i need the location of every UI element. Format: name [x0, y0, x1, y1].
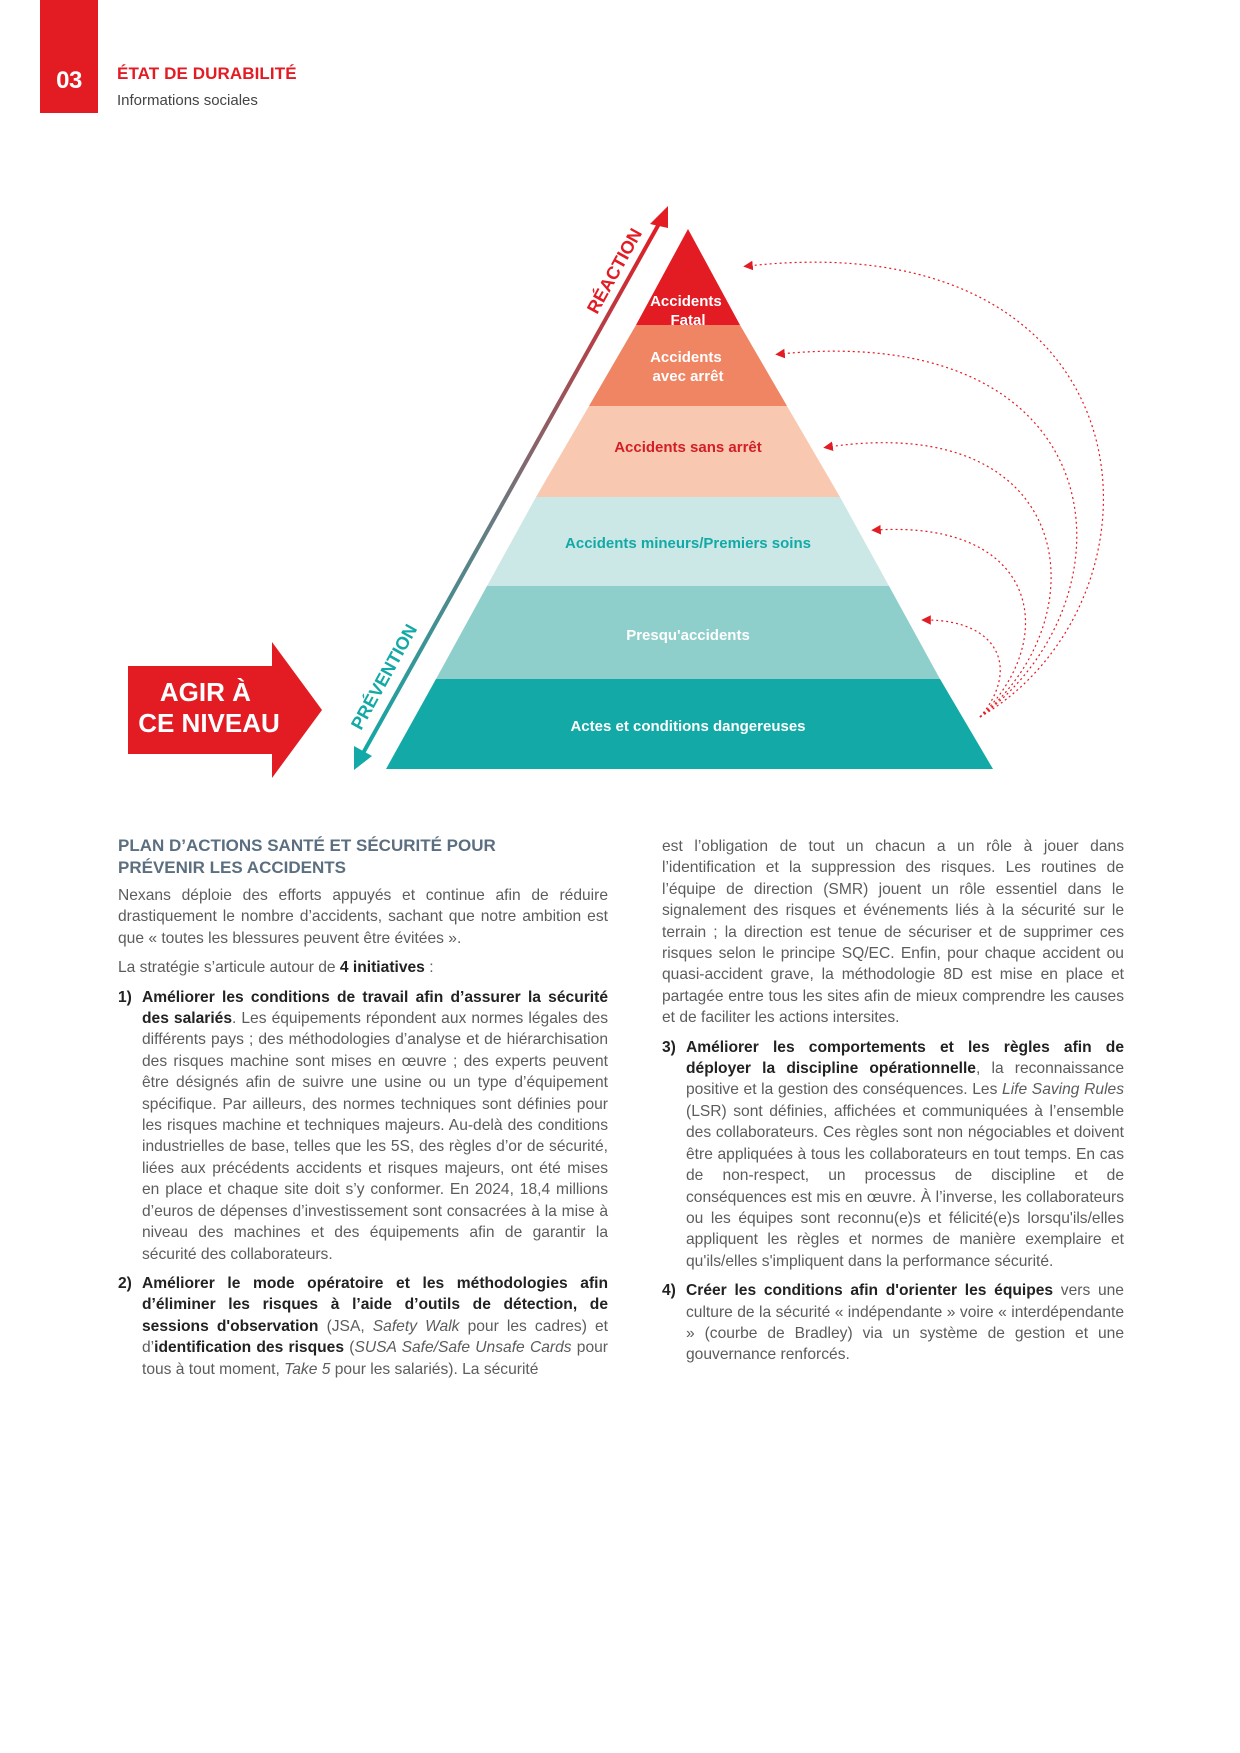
level-3-label: Accidents sans arrêt [614, 439, 762, 456]
initiative-text: pour les cadres) et d’ [142, 1317, 608, 1357]
initiative-number: 3) [662, 1038, 676, 1056]
intro-paragraph: Nexans déploie des efforts appuyés et continue afin de réduire drastiquement le nombre d’accidents, sachant que notre ambition est que « toutes les blessures peuvent être évitées ». [118, 887, 608, 947]
level-1-label: Accidents Fatal [650, 293, 722, 329]
initiative-number: 4) [662, 1282, 676, 1300]
initiative-italic: Take 5 [284, 1360, 331, 1378]
initiative-title: Améliorer le mode opératoire et les méthodologies afin d’éliminer les risques à l’aide d’outils de détection, de sessions d'observation [142, 1274, 608, 1335]
left-text-column [118, 835, 608, 1388]
initiative-text: ( [344, 1339, 355, 1357]
initiative-title: Améliorer les comportements et les règles afin de déployer la discipline opérationnelle [686, 1038, 1124, 1078]
initiative-text: pour tous à tout moment, [142, 1339, 608, 1378]
initiative-italic: Life Saving Rules [1002, 1081, 1124, 1099]
plan-heading-line2: PRÉVENIR LES ACCIDENTS [118, 858, 346, 877]
right-text-column [662, 836, 1124, 1374]
level-2-label: Accidents avec arrêt [650, 349, 724, 385]
initiative-text: vers une culture de la sécurité « indépendante » voire « interdépendante » (courbe de Bradley) via un système de gestion et une gouvernance renforcés. [686, 1282, 1124, 1364]
initiative-bold: identification des risques [154, 1339, 344, 1357]
section-title: ÉTAT DE DURABILITÉ [117, 64, 297, 83]
level-4-label: Accidents mineurs/Premiers soins [565, 535, 811, 552]
initiative-3 [662, 1037, 1124, 1272]
reaction-arrowhead [650, 206, 668, 228]
initiative-text: . Les équipements répondent aux normes légales des différents pays ; des méthodologies d’analyse et de hiérarchisation des risques machine sont mises en œuvre ; des experts peuvent être désignés afin de suivre une usine ou un type d’équipement spécifique. Par ailleurs, des normes techniques sont définies pour les risques machine et techniques majeurs. Au-delà des conditions industrielles de base, telles que les 5S, des règles d’or de sécurité, liées aux précédents accidents et risques majeurs, ont été mises en place et chaque site doit s’y conformer. En 2024, 18,4 millions d’euros de dépenses d’investissement sont consacrées à la mise à niveau des machines et des équipements afin de garantir la sécurité des collaborateurs. [142, 1010, 608, 1263]
level-5-label: Presqu'accidents [626, 627, 750, 644]
page-number-tab [40, 0, 98, 113]
plan-heading [118, 835, 608, 879]
act-here-label: AGIR À CE NIVEAU [138, 677, 280, 738]
level-6-label: Actes et conditions dangereuses [570, 718, 806, 735]
strategy-colon: : [424, 959, 434, 977]
page-number: 03 [56, 67, 82, 94]
initiative-italic: Safety Walk [372, 1317, 460, 1335]
reaction-label: RÉACTION [583, 225, 647, 317]
continued-text: est l’obligation de tout un chacun a un rôle à jouer dans l’identification et la suppression des risques. Les routines de l’équipe de direction (SMR) jouent un rôle essentiel dans le signalement des risques et événements liés à la sécurité sur le terrain ; la direction est tenue de sécuriser et de supprimer ces risques selon le principe SQ/EC. Enfin, pour chaque accident ou quasi-accident grave, la méthodologie 8D est mise en place et partagée entre tous les sites afin de mieux comprendre les causes et de faciliter les actions intersites. [662, 838, 1124, 1027]
initiative-text: (LSR) sont définies, affichées et communiquées à l’ensemble des collaborateurs. Ces règles sont non négociables et doivent être appliquées à tous les collaborateurs en tout temps. En cas de non-respect, un processus de discipline et de conséquences est mis en œuvre. À l’inverse, les collaborateurs ou les équipes sont reconnu(e)s et félicité(e)s lorsqu'ils/elles appliquent les règles et normes de manière exemplaire et qu'ils/elles s'impliquent dans la performance sécurité. [686, 1102, 1124, 1270]
initiative-number: 1) [118, 988, 132, 1006]
initiative-title: Améliorer les conditions de travail afin d’assurer la sécurité des salariés [142, 988, 608, 1028]
pyramid-level-1 [636, 229, 740, 325]
initiative-2-continued [662, 836, 1124, 1029]
initiative-number: 2) [118, 1274, 132, 1292]
initiative-text: , la reconnaissance positive et la gestion des conséquences. Les [686, 1060, 1124, 1099]
section-subtitle: Informations sociales [117, 92, 258, 109]
strategy-count: 4 initiatives [339, 959, 425, 977]
initiative-text: pour les salariés). La sécurité [330, 1360, 539, 1378]
initiative-1 [118, 987, 608, 1265]
strategy-text: La stratégie s’articule autour de [118, 959, 340, 977]
plan-heading-line1: PLAN D’ACTIONS SANTÉ ET SÉCURITÉ POUR [118, 836, 496, 855]
prevention-label: PRÉVENTION [347, 620, 422, 733]
strategy-paragraph [118, 957, 608, 978]
initiative-4 [662, 1280, 1124, 1366]
initiative-title: Créer les conditions afin d'orienter les équipes [686, 1282, 1054, 1300]
safety-pyramid-diagram [0, 200, 1240, 800]
initiative-text: (JSA, [318, 1317, 373, 1335]
initiative-italic: SUSA Safe/Safe Unsafe Cards [354, 1339, 572, 1357]
initiative-2 [118, 1273, 608, 1380]
